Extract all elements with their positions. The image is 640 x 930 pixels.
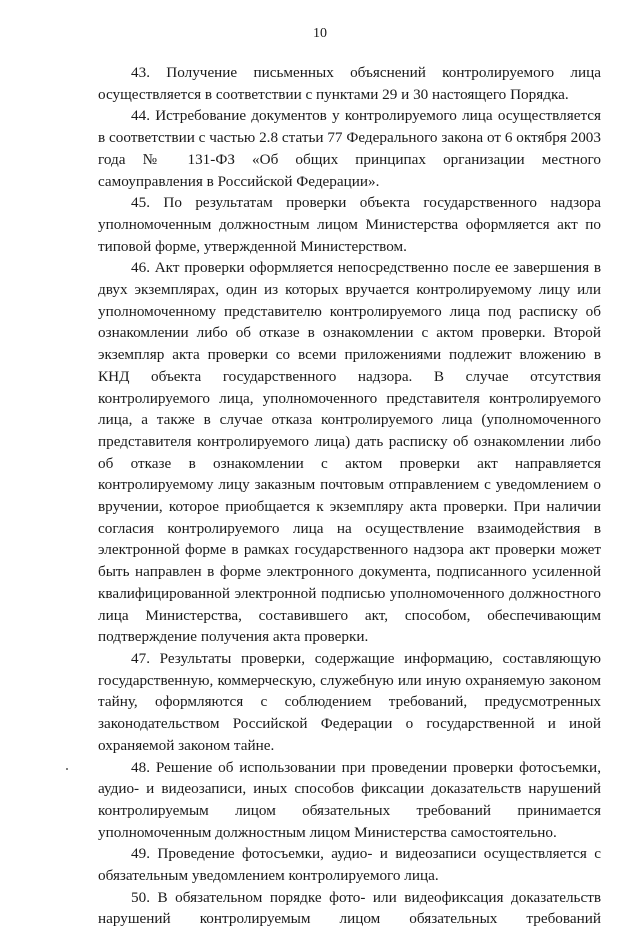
paragraph-50: 50. В обязательном порядке фото- или видеофиксация доказательств нарушений контролируемым лицом обязательных требований xyxy=(98,888,601,928)
page-number: 10 xyxy=(313,26,327,41)
paragraph-48: 48. Решение об использовании при проведении проверки фотосъемки, аудио- и видеозаписи, иных способов фиксации доказательств нарушений контролируемым лицом обязательных требований принимается уполномоченным должностным лицом Министерства самостоятельно. xyxy=(98,758,601,841)
paragraph-45: 45. По результатам проверки объекта государственного надзора уполномоченным должностным лицом Министерства оформляется акт по типовой форме, утвержденной Министерством. xyxy=(98,194,601,255)
scan-speck xyxy=(66,768,68,770)
paragraph-46: 46. Акт проверки оформляется непосредственно после ее завершения в двух экземплярах, один из которых вручается контролируемому лицу или уполномоченному представителю контролируемого лица под расписку об ознакомлении либо об отказе в ознакомлении с актом проверки. Второй экземпляр акта проверки со всеми приложениями подлежит вложению в КНД объекта государственного надзора. В случае отсутствия контролируемого лица, уполномоченного представителя контролируемого лица, а также в случае отказа контролируемого лица (уполномоченного представителя контролируемого лица) дать расписку об ознакомлении либо об отказе в ознакомлении с актом проверки акт направляется контролируемому лицу заказным почтовым отправлением с уведомлением о вручении, которое приобщается к экземпляру акта проверки. При наличии согласия контролируемого лица на осуществление взаимодействия в электронной форме в рамках государственного надзора акт проверки может быть направлен в форме электронного документа, подписанного усиленной квалифицированной электронной подписью уполномоченного должностного лица Министерства, составившего акт, способом, обеспечивающим подтверждение получения акта проверки. xyxy=(98,259,601,646)
paragraph-49: 49. Проведение фотосъемки, аудио- и видеозаписи осуществляется с обязательным уведомлением контролируемого лица. xyxy=(98,845,601,885)
document-body xyxy=(98,62,601,930)
paragraph-44: 44. Истребование документов у контролируемого лица осуществляется в соответствии с частью 2.8 статьи 77 Федерального закона от 6 октября 2003 года № 131-ФЗ «Об общих принципах организации местного самоуправления в Российской Федерации». xyxy=(98,107,601,190)
paragraph-43: 43. Получение письменных объяснений контролируемого лица осуществляется в соответствии с пунктами 29 и 30 настоящего Порядка. xyxy=(98,64,601,103)
paragraph-47: 47. Результаты проверки, содержащие информацию, составляющую государственную, коммерческую, служебную или иную охраняемую законом тайну, оформляются с соблюдением требований, предусмотренных законодательством Российской Федерации о государственной и иной охраняемой законом тайне. xyxy=(98,649,601,754)
